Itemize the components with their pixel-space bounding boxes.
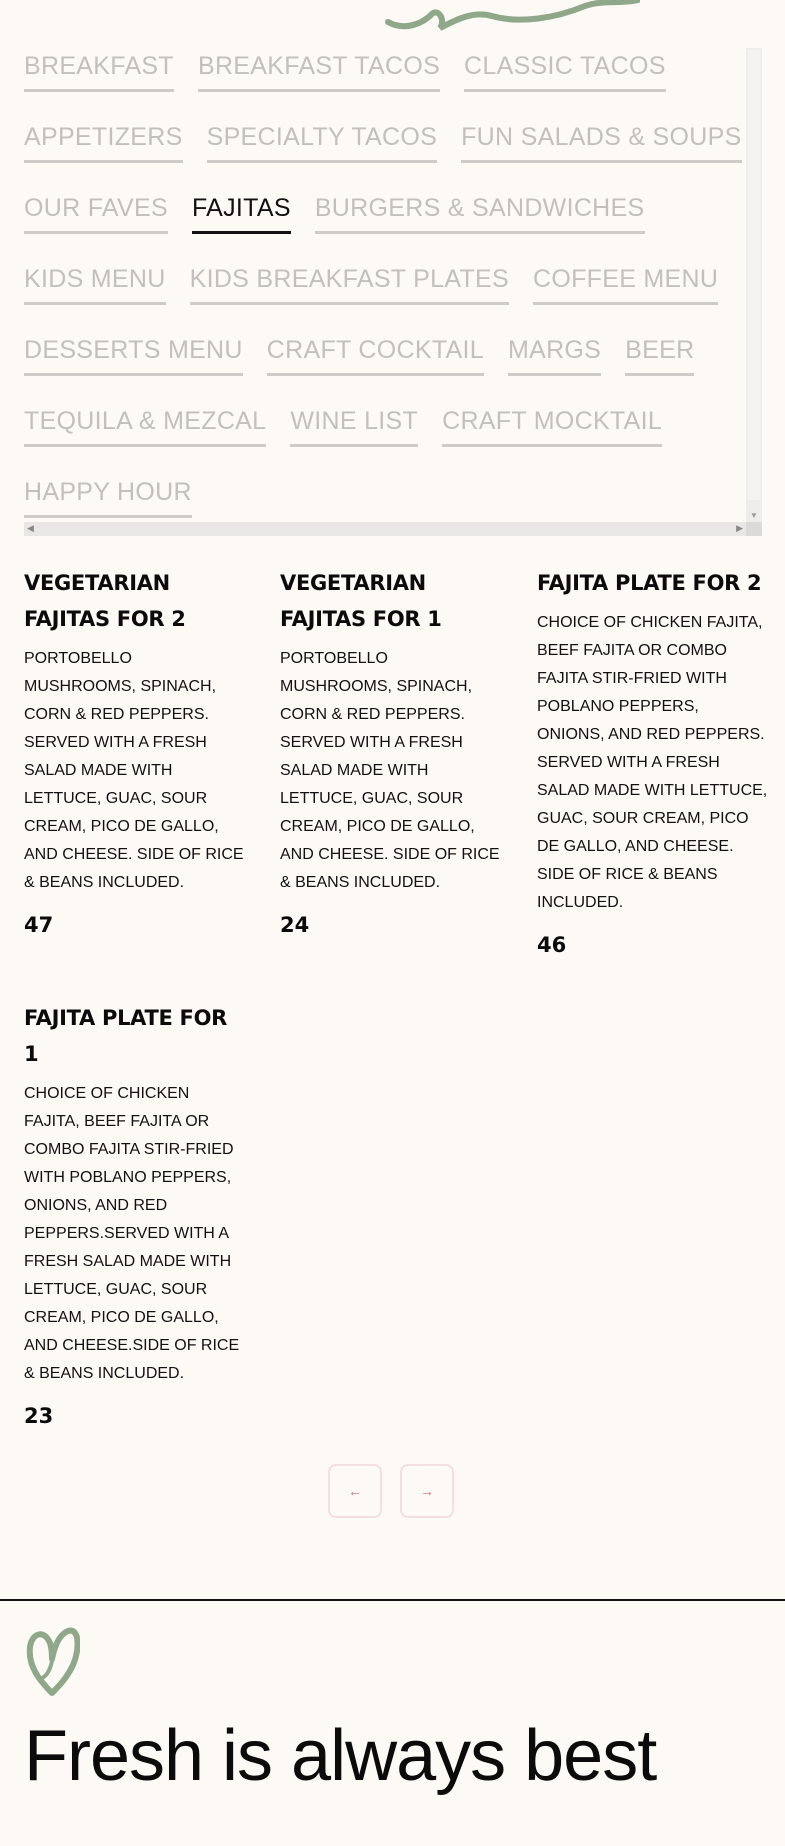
horizontal-scrollbar[interactable] — [24, 522, 746, 536]
item-price: 46 — [537, 933, 567, 957]
menu-item — [24, 565, 244, 939]
category-tab-fun-salads-and-soups[interactable]: FUN SALADS & SOUPS — [461, 124, 741, 163]
item-name: VEGETARIAN FAJITAS FOR 1 — [280, 571, 442, 631]
category-tab-fajitas[interactable]: FAJITAS — [192, 195, 291, 234]
category-tab-appetizers[interactable]: APPETIZERS — [24, 124, 183, 163]
item-price: 24 — [280, 913, 310, 937]
category-tab-burgers-and-sandwiches[interactable]: BURGERS & SANDWICHES — [315, 195, 645, 234]
category-tab-kids-breakfast-plates[interactable]: KIDS BREAKFAST PLATES — [190, 266, 509, 305]
scroll-left-arrow-icon[interactable]: ◀ — [27, 523, 34, 533]
item-name: FAJITA PLATE FOR 2 — [537, 571, 762, 595]
category-row — [24, 48, 744, 119]
category-tab-tequila-and-mezcal[interactable]: TEQUILA & MEZCAL — [24, 408, 266, 447]
category-row — [24, 190, 744, 261]
scroll-right-arrow-icon[interactable]: ▶ — [736, 523, 743, 533]
item-name: VEGETARIAN FAJITAS FOR 2 — [24, 571, 186, 631]
menu-item — [24, 1000, 244, 1430]
category-tab-craft-mocktail[interactable]: CRAFT MOCKTAIL — [442, 408, 662, 447]
scrollbar-thumb[interactable] — [748, 50, 760, 500]
category-row — [24, 119, 744, 190]
section-headline: Fresh is always best — [24, 1716, 657, 1796]
category-tab-craft-cocktail[interactable]: CRAFT COCKTAIL — [267, 337, 484, 376]
category-tab-margs[interactable]: MARGS — [508, 337, 601, 376]
category-tab-breakfast[interactable]: BREAKFAST — [24, 53, 174, 92]
item-description: CHOICE OF CHICKEN FAJITA, BEEF FAJITA OR COMBO FAJITA STIR-FRIED WITH POBLANO PEPPERS, ONIONS, AND RED PEPPERS. SERVED WITH A FRESH SALAD MADE WITH LETTUCE, GUAC, SOUR CREAM, PICO DE GALLO, AND CHEESE. SIDE OF RICE & BEANS INCLUDED. — [537, 614, 768, 911]
category-tab-kids-menu[interactable]: KIDS MENU — [24, 266, 166, 305]
pagination — [328, 1464, 454, 1518]
category-tab-wine-list[interactable]: WINE LIST — [290, 408, 418, 447]
category-row — [24, 332, 744, 403]
category-tab-desserts-menu[interactable]: DESSERTS MENU — [24, 337, 243, 376]
category-row — [24, 261, 744, 332]
item-description: CHOICE OF CHICKEN FAJITA, BEEF FAJITA OR COMBO FAJITA STIR-FRIED WITH POBLANO PEPPERS, ONIONS, AND RED PEPPERS.SERVED WITH A FRESH SALAD MADE WITH LETTUCE, GUAC, SOUR CREAM, PICO DE GALLO, AND CHEESE.SIDE OF RICE & BEANS INCLUDED. — [24, 1085, 240, 1382]
category-tab-specialty-tacos[interactable]: SPECIALTY TACOS — [207, 124, 438, 163]
previous-page-button[interactable] — [328, 1464, 382, 1518]
category-menu[interactable] — [0, 48, 762, 522]
item-price: 47 — [24, 913, 54, 937]
next-page-button[interactable] — [400, 1464, 454, 1518]
scrollbar-corner — [746, 522, 762, 536]
vertical-scrollbar[interactable] — [746, 48, 762, 522]
category-tab-breakfast-tacos[interactable]: BREAKFAST TACOS — [198, 53, 440, 92]
category-tab-classic-tacos[interactable]: CLASSIC TACOS — [464, 53, 666, 92]
item-description: PORTOBELLO MUSHROOMS, SPINACH, CORN & RED PEPPERS. SERVED WITH A FRESH SALAD MADE WITH LETTUCE, GUAC, SOUR CREAM, PICO DE GALLO, AND CHEESE. SIDE OF RICE & BEANS INCLUDED. — [280, 650, 500, 891]
category-tab-happy-hour[interactable]: HAPPY HOUR — [24, 479, 192, 518]
arrow-left-icon: ← — [348, 1483, 362, 1499]
scroll-down-arrow-icon[interactable]: ▼ — [750, 511, 758, 520]
heart-icon — [24, 1625, 80, 1697]
item-description: PORTOBELLO MUSHROOMS, SPINACH, CORN & RED PEPPERS. SERVED WITH A FRESH SALAD MADE WITH LETTUCE, GUAC, SOUR CREAM, PICO DE GALLO, AND CHEESE. SIDE OF RICE & BEANS INCLUDED. — [24, 650, 244, 891]
category-tab-our-faves[interactable]: OUR FAVES — [24, 195, 168, 234]
item-price: 23 — [24, 1404, 54, 1428]
menu-item — [537, 565, 769, 959]
category-row — [24, 403, 744, 474]
arrow-right-icon: → — [420, 1483, 434, 1499]
category-tab-beer[interactable]: BEER — [625, 337, 694, 376]
category-rows — [24, 48, 744, 522]
category-tab-coffee-menu[interactable]: COFFEE MENU — [533, 266, 718, 305]
menu-item — [280, 565, 500, 939]
category-row — [24, 474, 744, 522]
top-scribble-decoration — [380, 0, 640, 36]
section-divider — [0, 1599, 785, 1601]
item-name: FAJITA PLATE FOR 1 — [24, 1006, 228, 1066]
